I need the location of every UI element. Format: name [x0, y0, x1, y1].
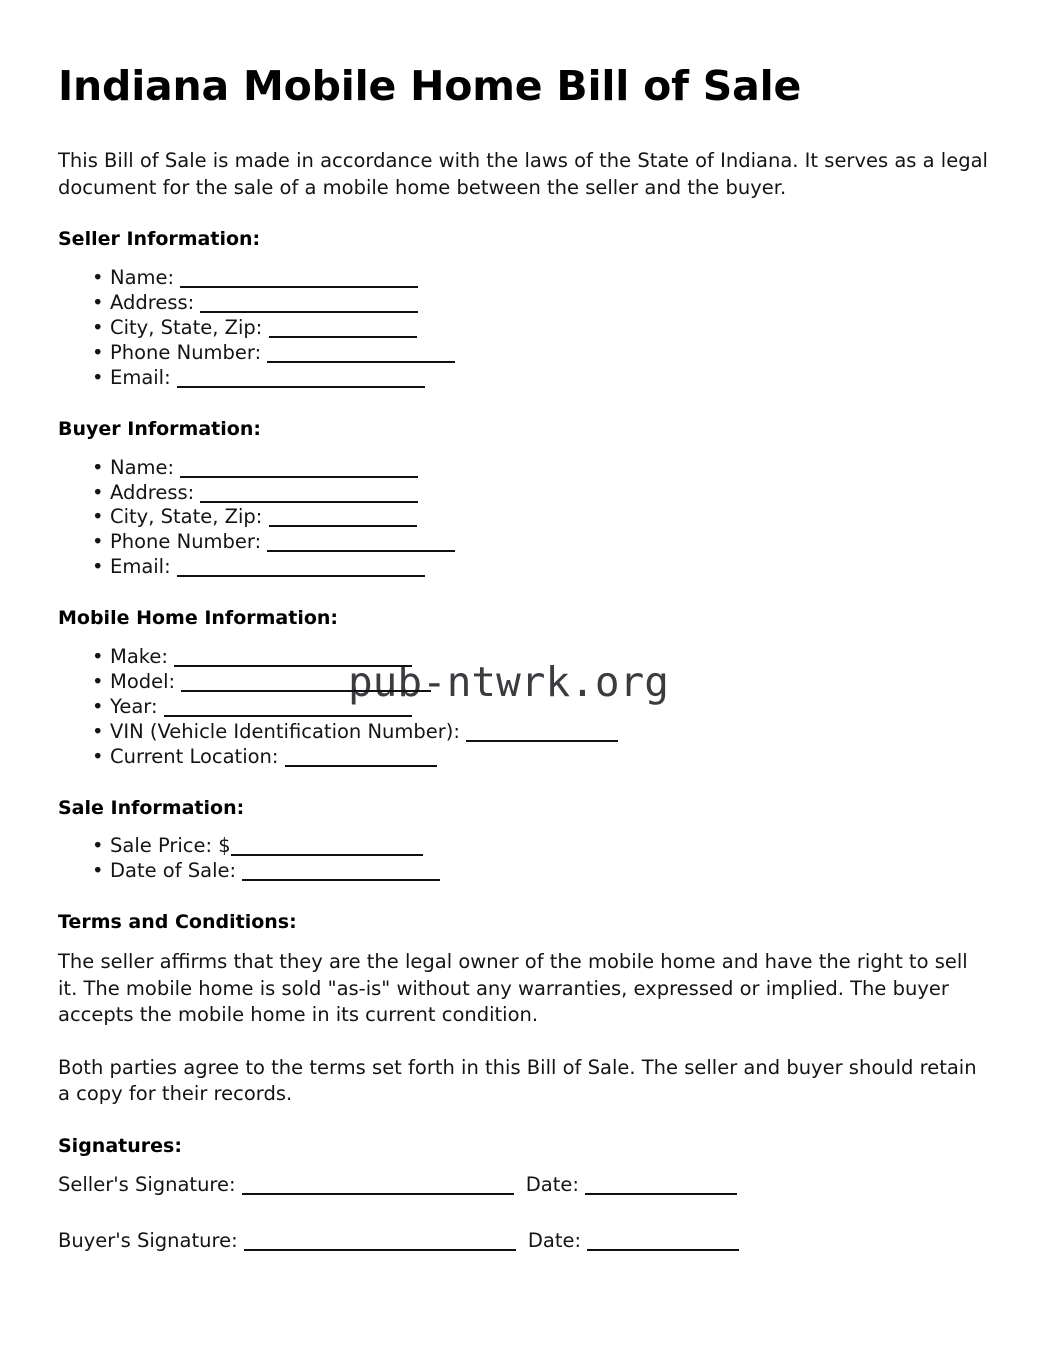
page-title: Indiana Mobile Home Bill of Sale — [58, 62, 802, 110]
intro-paragraph: This Bill of Sale is made in accordance with the laws of the State of Indiana. It serves as a legal document for the sale of a mobile home between the seller and the buyer. — [58, 149, 988, 199]
buyer-information-heading: Buyer Information: — [58, 417, 261, 440]
terms-paragraph-1: The seller affirms that they are the legal owner of the mobile home and have the right to sell it. The mobile home is sold "as-is" without any warranties, expressed or implied. The buyer accepts the mobile home in its current condition. — [58, 950, 968, 1027]
list-item — [58, 341, 990, 366]
mobile-home-information-fields — [58, 645, 990, 770]
site-watermark: pub-ntwrk.org — [348, 658, 669, 706]
field-label: Make: — [110, 645, 175, 668]
terms-and-conditions-heading: Terms and Conditions: — [58, 911, 297, 934]
bullet-icon: • — [92, 834, 104, 858]
field-blank-line[interactable] — [181, 677, 431, 692]
field-blank-line[interactable] — [174, 652, 412, 667]
field-label: Current Location: — [110, 744, 285, 768]
signature-blank-line[interactable] — [244, 1236, 516, 1251]
date-label: Date: — [527, 1228, 588, 1252]
field-label: Year: — [110, 694, 164, 718]
bullet-icon: • — [92, 266, 104, 290]
list-item — [58, 481, 990, 506]
bullet-icon: • — [92, 365, 104, 389]
field-blank-line[interactable] — [200, 488, 418, 503]
field-label: City, State, Zip: — [110, 316, 269, 339]
field-blank-line[interactable] — [466, 727, 618, 742]
field-label: Model: — [110, 669, 182, 693]
list-item — [58, 695, 990, 720]
list-item — [58, 530, 990, 555]
mobile-home-information-heading: Mobile Home Information: — [58, 607, 339, 630]
field-label: City, State, Zip: — [110, 505, 269, 529]
field-label: Address: — [110, 291, 201, 315]
field-blank-line[interactable] — [177, 373, 425, 388]
signature-blank-line[interactable] — [242, 1180, 514, 1195]
bullet-icon: • — [92, 645, 104, 668]
bullet-icon: • — [92, 505, 104, 529]
list-item — [58, 456, 990, 481]
bullet-icon: • — [92, 669, 104, 693]
bullet-icon: • — [92, 455, 104, 479]
list-item — [58, 266, 990, 291]
field-label: Email: — [110, 555, 177, 579]
field-blank-line[interactable] — [231, 841, 423, 856]
list-item — [58, 505, 990, 530]
date-blank-line[interactable] — [585, 1180, 737, 1195]
bullet-icon: • — [92, 859, 104, 883]
list-item — [58, 555, 990, 580]
field-blank-line[interactable] — [177, 562, 425, 577]
signature-rows — [58, 1172, 990, 1253]
bullet-icon: • — [92, 480, 104, 504]
field-blank-line[interactable] — [285, 752, 437, 767]
signature-label: Seller's Signature: — [58, 1173, 242, 1197]
bullet-icon: • — [92, 719, 104, 743]
field-blank-line[interactable] — [242, 866, 440, 881]
field-label: Phone Number: — [110, 530, 268, 554]
list-item — [58, 745, 990, 770]
bullet-icon: • — [92, 530, 104, 554]
field-blank-line[interactable] — [164, 702, 412, 717]
list-item — [58, 645, 990, 670]
field-label: Phone Number: — [110, 340, 268, 364]
field-blank-line[interactable] — [267, 348, 455, 363]
document-content — [58, 62, 990, 1283]
signatures-heading: Signatures: — [58, 1134, 182, 1157]
signature-label: Buyer's Signature: — [58, 1228, 244, 1252]
sale-information-fields — [58, 834, 990, 884]
bullet-icon: • — [92, 555, 104, 579]
bullet-icon: • — [92, 744, 104, 768]
date-label: Date: — [525, 1173, 586, 1197]
field-label: Date of Sale: — [110, 859, 243, 883]
bullet-icon: • — [92, 316, 104, 339]
bullet-icon: • — [92, 694, 104, 718]
field-label: Address: — [110, 480, 201, 504]
bullet-icon: • — [92, 340, 104, 364]
field-label: Name: — [110, 455, 181, 479]
bullet-icon: • — [92, 291, 104, 315]
field-blank-line[interactable] — [180, 463, 418, 478]
field-blank-line[interactable] — [269, 512, 417, 527]
date-blank-line[interactable] — [587, 1236, 739, 1251]
field-blank-line[interactable] — [200, 298, 418, 313]
terms-paragraph-2: Both parties agree to the terms set forth in this Bill of Sale. The seller and buyer should retain a copy for their records. — [58, 1055, 977, 1106]
field-label: VIN (Vehicle Identification Number): — [110, 719, 467, 743]
list-item — [58, 720, 990, 745]
list-item — [58, 316, 990, 341]
signature-row — [58, 1228, 990, 1253]
sale-information-heading: Sale Information: — [58, 796, 245, 819]
list-item — [58, 834, 990, 859]
field-blank-line[interactable] — [269, 323, 417, 338]
list-item — [58, 859, 990, 884]
list-item — [58, 670, 990, 695]
seller-information-heading: Seller Information: — [58, 228, 261, 251]
field-label: Name: — [110, 266, 181, 290]
field-label: Email: — [110, 365, 177, 389]
list-item — [58, 291, 990, 316]
field-label: Sale Price: $ — [110, 834, 231, 858]
field-blank-line[interactable] — [180, 273, 418, 288]
buyer-information-fields — [58, 456, 990, 581]
field-blank-line[interactable] — [267, 537, 455, 552]
seller-information-fields — [58, 266, 990, 391]
signature-row — [58, 1172, 990, 1197]
list-item — [58, 366, 990, 391]
